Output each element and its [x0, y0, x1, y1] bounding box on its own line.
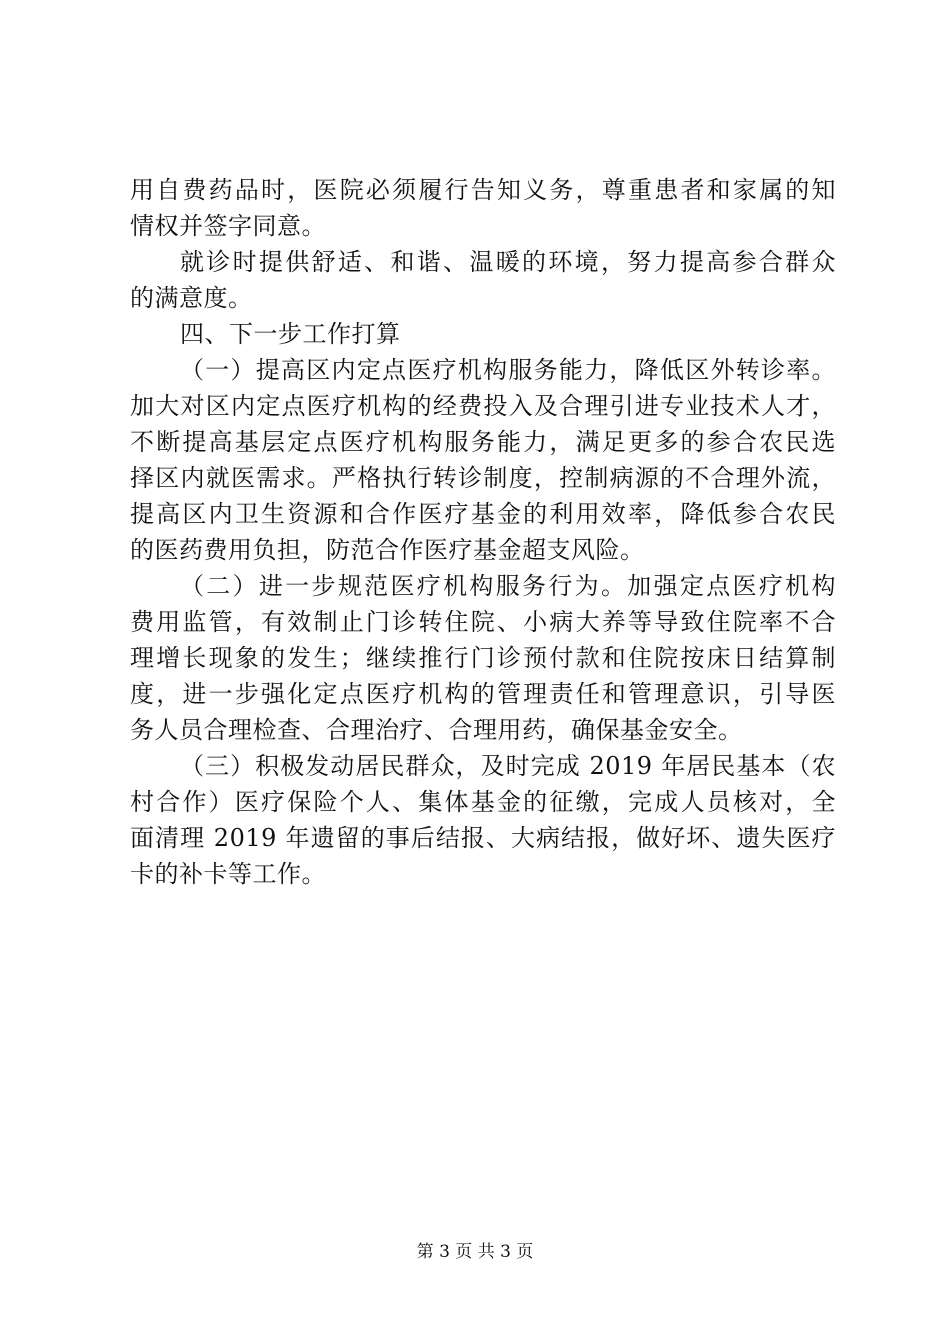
text-line: 用自费药品时，医院必须履行告知义务，尊重患者和家属的知	[130, 176, 836, 204]
text-line: 费用监管，有效制止门诊转住院、小病大养等导致住院率不合	[130, 608, 836, 636]
text-line: 务人员合理检查、合理治疗、合理用药，确保基金安全。	[130, 716, 743, 744]
text-line: 的满意度。	[130, 284, 253, 312]
section-heading: 四、下一步工作打算	[180, 320, 401, 348]
text-line: （一）提高区内定点医疗机构服务能力，降低区外转诊率。	[180, 356, 836, 384]
page-footer: 第 3 页 共 3 页	[416, 1242, 534, 1262]
text-line: 村合作）医疗保险个人、集体基金的征缴，完成人员核对，全	[130, 788, 836, 816]
text-line: 就诊时提供舒适、和谐、温暖的环境，努力提高参合群众	[180, 248, 836, 276]
text-line: 不断提高基层定点医疗机构服务能力，满足更多的参合农民选	[130, 428, 836, 456]
text-line: （二）进一步规范医疗机构服务行为。加强定点医疗机构	[180, 572, 836, 600]
text-line: 卡的补卡等工作。	[130, 860, 326, 888]
text-line: 情权并签字同意。	[130, 212, 326, 240]
text-line: 面清理 2019 年遗留的事后结报、大病结报，做好坏、遗失医疗	[130, 824, 836, 852]
text-line: 度，进一步强化定点医疗机构的管理责任和管理意识，引导医	[130, 680, 836, 708]
text-line: 的医药费用负担，防范合作医疗基金超支风险。	[130, 536, 645, 564]
text-line: （三）积极发动居民群众，及时完成 2019 年居民基本（农	[180, 752, 836, 780]
text-line: 理增长现象的发生；继续推行门诊预付款和住院按床日结算制	[130, 644, 836, 672]
document-body	[130, 172, 836, 892]
text-line: 择区内就医需求。严格执行转诊制度，控制病源的不合理外流，	[130, 464, 836, 492]
text-line: 加大对区内定点医疗机构的经费投入及合理引进专业技术人才，	[130, 392, 836, 420]
text-line: 提高区内卫生资源和合作医疗基金的利用效率，降低参合农民	[130, 500, 836, 528]
